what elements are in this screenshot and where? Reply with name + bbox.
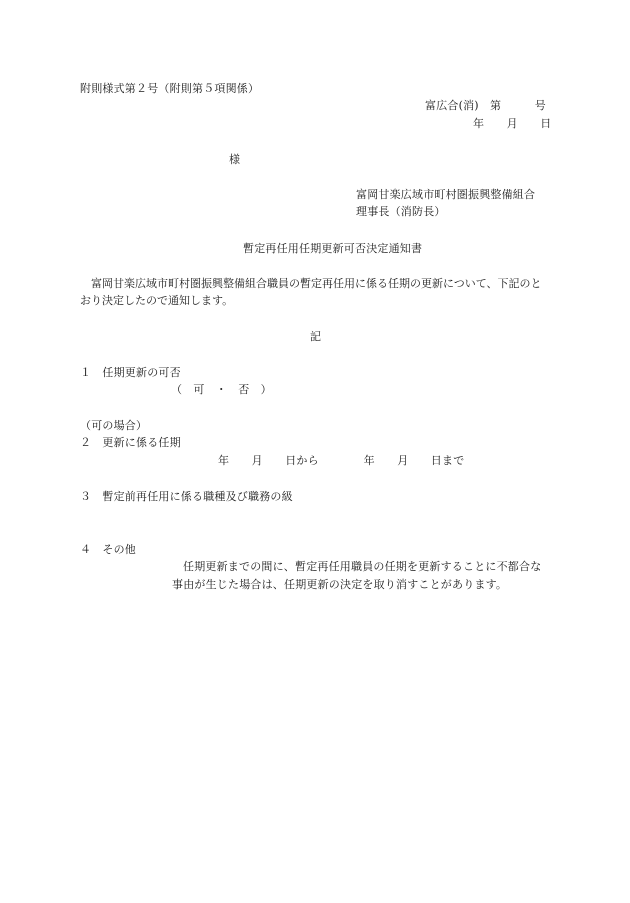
item3-heading: ３ 暫定前再任用に係る職種及び職務の級: [80, 490, 293, 503]
item2-heading: ２ 更新に係る任期: [80, 436, 181, 449]
sender-organization: 富岡甘楽広域市町村圏振興整備組合: [356, 188, 536, 201]
item1-choice: （ 可 ・ 否 ）: [171, 383, 272, 396]
document-title: 暫定再任用任期更新可否決定通知書: [243, 242, 423, 255]
document-number: 富広合(消) 第 号: [425, 99, 546, 112]
sender-title: 理事長（消防長）: [356, 205, 446, 218]
item2-period: 年 月 日から 年 月 日まで: [218, 454, 465, 467]
form-label: 附則様式第２号（附則第５項関係）: [80, 82, 260, 95]
addressee-suffix: 様: [229, 153, 241, 166]
ki-heading: 記: [310, 330, 322, 343]
item4-heading: ４ その他: [80, 543, 136, 556]
date-line: 年 月 日: [473, 117, 552, 130]
item1-heading: １ 任期更新の可否: [80, 366, 181, 379]
item4-line2: 事由が生じた場合は、任期更新の決定を取り消すことがあります。: [172, 578, 508, 591]
conditional-note: （可の場合）: [80, 419, 148, 432]
body-paragraph: 富岡甘楽広域市町村圏振興整備組合職員の暫定再任用に係る任期の更新について、下記のとおり決定したので通知します。: [80, 277, 542, 307]
item4-line1: 任期更新までの間に、暫定再任用職員の任期を更新することに不都合な: [183, 560, 542, 573]
